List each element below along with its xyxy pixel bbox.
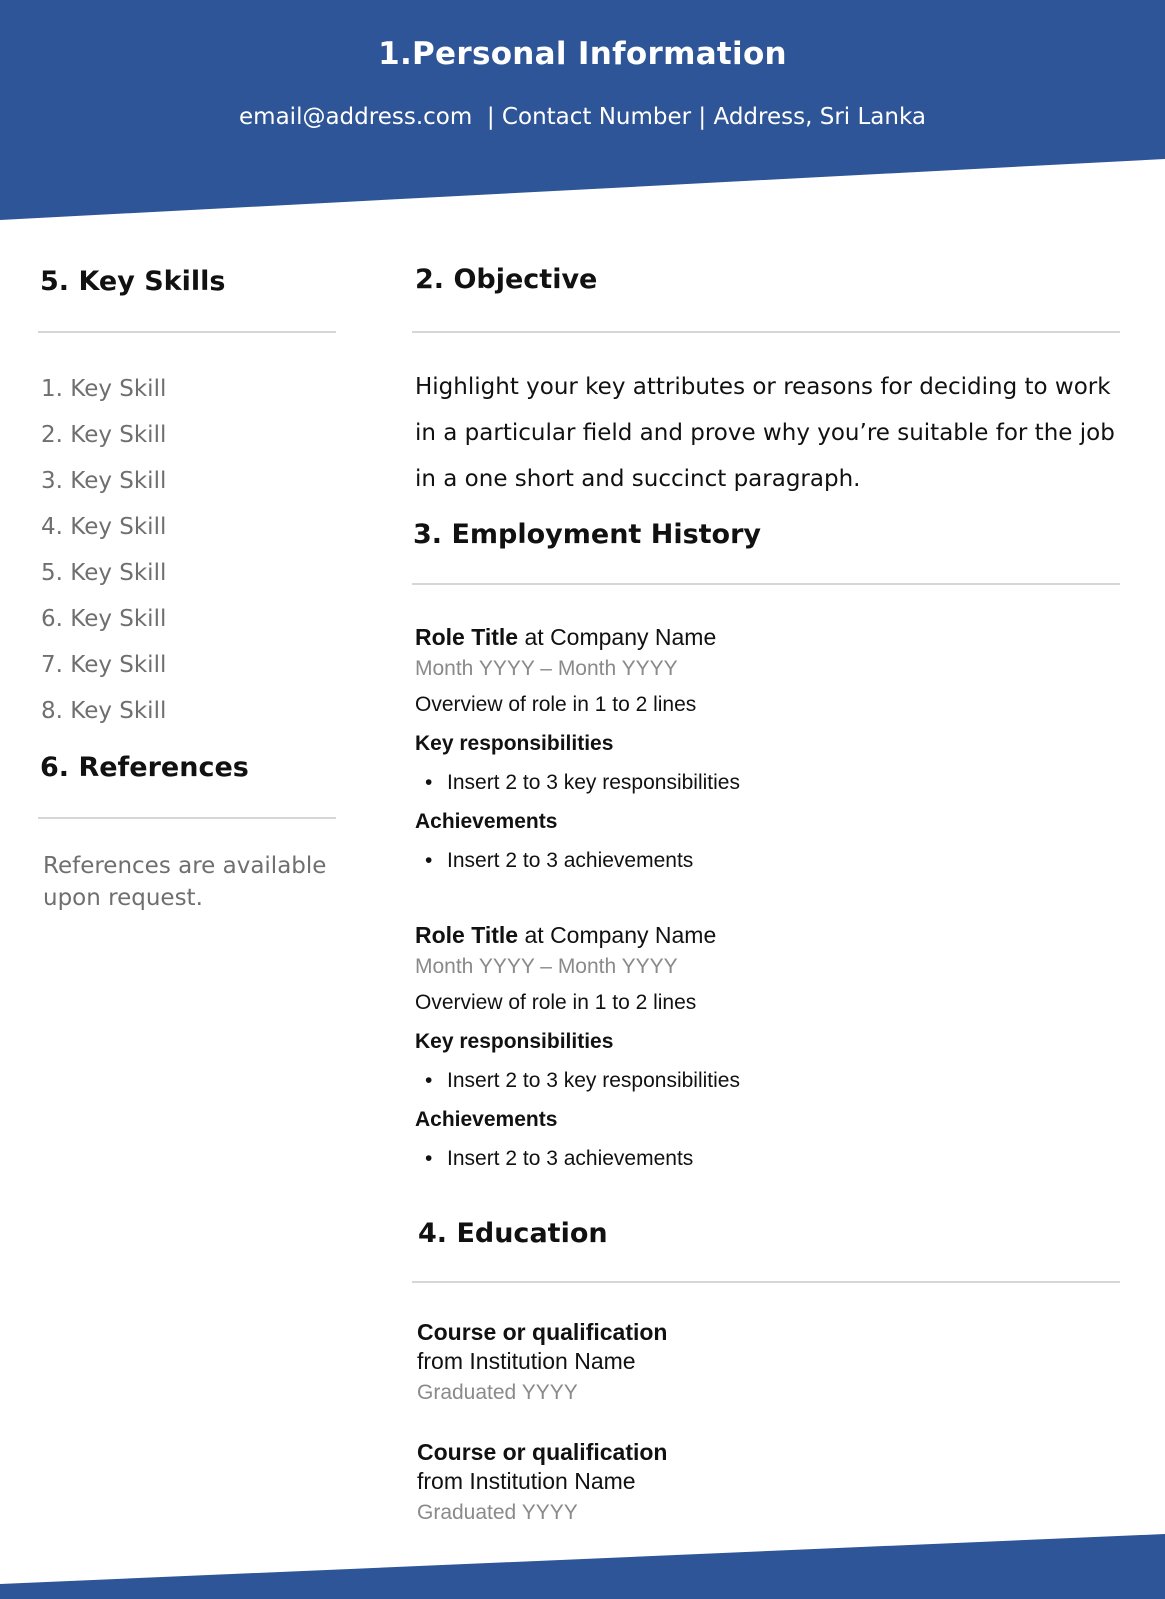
job-responsibility-item bbox=[415, 1061, 1115, 1100]
job-role-line bbox=[415, 919, 1115, 951]
job-achievement-text: Insert 2 to 3 achievements bbox=[447, 1147, 694, 1170]
job-responsibilities-heading: Key responsibilities bbox=[415, 1030, 614, 1053]
job-company: at Company Name bbox=[518, 624, 717, 650]
education-rule bbox=[412, 1281, 1120, 1283]
bullet-icon: • bbox=[425, 771, 433, 794]
job-role-title: Role Title bbox=[415, 922, 519, 948]
skill-item: 6. Key Skill bbox=[41, 606, 167, 632]
employment-rule bbox=[412, 583, 1120, 585]
job-company: at Company Name bbox=[518, 922, 717, 948]
key-skills-list bbox=[41, 366, 166, 734]
job-responsibility-text: Insert 2 to 3 key responsibilities bbox=[447, 771, 740, 794]
education-entry bbox=[417, 1438, 1117, 1529]
job-responsibility-item bbox=[415, 763, 1115, 802]
education-course: Course or qualification bbox=[417, 1439, 668, 1465]
job-responsibilities-heading: Key responsibilities bbox=[415, 732, 614, 755]
job-achievement-item bbox=[415, 1139, 1115, 1178]
job-overview: Overview of role in 1 to 2 lines bbox=[415, 991, 697, 1014]
footer-band bbox=[0, 1528, 1165, 1599]
skill-item: 5. Key Skill bbox=[41, 560, 167, 586]
education-graduated: Graduated YYYY bbox=[417, 1501, 578, 1524]
bullet-icon: • bbox=[425, 849, 433, 872]
bullet-icon: • bbox=[425, 1069, 433, 1092]
job-role-title: Role Title bbox=[415, 624, 519, 650]
job-responsibility-text: Insert 2 to 3 key responsibilities bbox=[447, 1069, 740, 1092]
job-achievements-heading: Achievements bbox=[415, 810, 558, 833]
key-skills-rule bbox=[38, 331, 336, 333]
references-text: References are available upon request. bbox=[43, 853, 327, 911]
job-achievements-heading: Achievements bbox=[415, 1108, 558, 1131]
skill-item: 2. Key Skill bbox=[41, 422, 167, 448]
footer-band-shape bbox=[0, 1534, 1165, 1599]
education-institution: from Institution Name bbox=[417, 1468, 636, 1494]
key-skills-title: 5. Key Skills bbox=[40, 266, 226, 297]
job-entry bbox=[415, 919, 1115, 1178]
education-entry bbox=[417, 1318, 1117, 1409]
skill-item: 4. Key Skill bbox=[41, 514, 167, 540]
skill-item: 7. Key Skill bbox=[41, 652, 167, 678]
job-entry bbox=[415, 621, 1115, 880]
objective-rule bbox=[412, 331, 1120, 333]
skill-item: 8. Key Skill bbox=[41, 698, 167, 724]
objective-title: 2. Objective bbox=[415, 264, 598, 295]
job-role-line bbox=[415, 621, 1115, 653]
job-achievement-text: Insert 2 to 3 achievements bbox=[447, 849, 694, 872]
education-course: Course or qualification bbox=[417, 1319, 668, 1345]
education-institution: from Institution Name bbox=[417, 1348, 636, 1374]
skill-item: 3. Key Skill bbox=[41, 468, 167, 494]
header-contact: email@address.com | Contact Number | Address, Sri Lanka bbox=[239, 104, 926, 130]
education-graduated: Graduated YYYY bbox=[417, 1381, 578, 1404]
references-rule bbox=[38, 817, 336, 819]
bullet-icon: • bbox=[425, 1147, 433, 1170]
skill-item: 1. Key Skill bbox=[41, 376, 167, 402]
employment-title: 3. Employment History bbox=[413, 519, 762, 550]
header-title: 1.Personal Information bbox=[378, 36, 787, 72]
job-achievement-item bbox=[415, 841, 1115, 880]
job-dates: Month YYYY – Month YYYY bbox=[415, 657, 678, 680]
references-title: 6. References bbox=[40, 752, 249, 783]
job-overview: Overview of role in 1 to 2 lines bbox=[415, 693, 697, 716]
education-title: 4. Education bbox=[418, 1218, 608, 1249]
objective-text: Highlight your key attributes or reasons for deciding to work in a particular field and prove why you’re suitable for the job in a one short and succinct paragraph. bbox=[415, 374, 1115, 492]
job-dates: Month YYYY – Month YYYY bbox=[415, 955, 678, 978]
